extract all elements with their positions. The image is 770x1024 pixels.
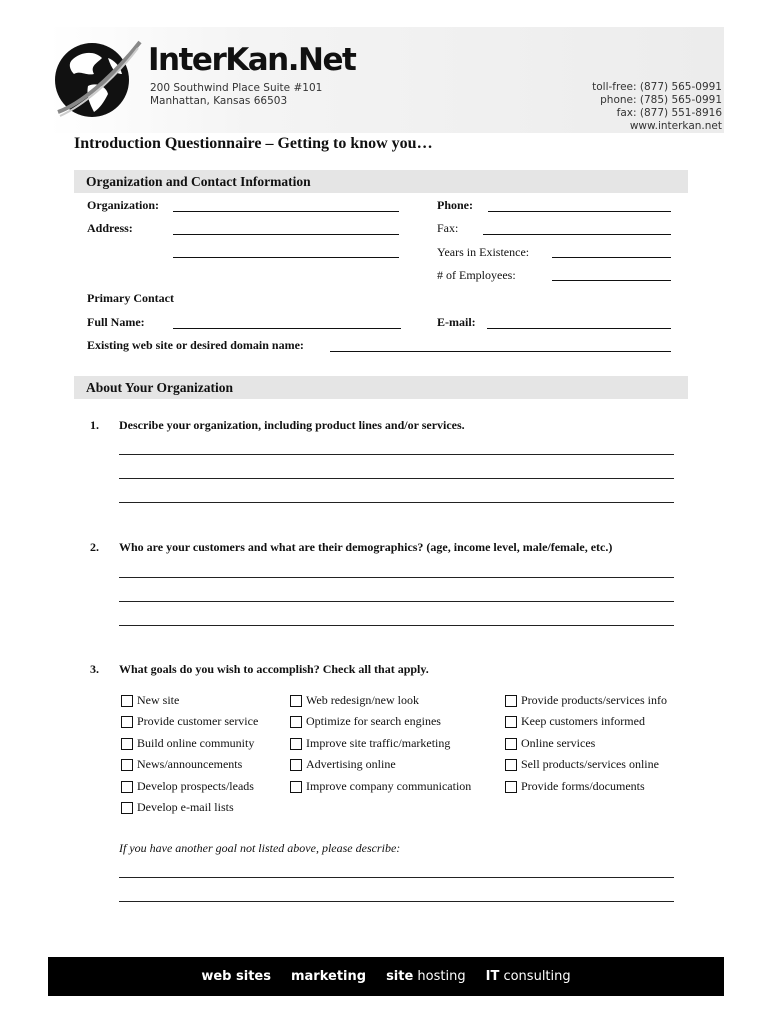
checkbox-icon[interactable] [505, 695, 517, 707]
goal-label: News/announcements [137, 757, 243, 771]
organization-field[interactable] [173, 211, 399, 212]
email-field[interactable] [487, 328, 671, 329]
goal-label: Improve company communication [306, 779, 472, 793]
goal-label: Provide forms/documents [521, 779, 645, 793]
goal-checkbox[interactable] [290, 779, 471, 794]
footer-it-word: IT [485, 969, 500, 984]
fullname-label: Full Name: [87, 315, 145, 329]
goal-checkbox[interactable] [121, 800, 234, 815]
checkbox-icon[interactable] [290, 738, 302, 750]
checkbox-icon[interactable] [290, 759, 302, 771]
goal-checkbox[interactable] [505, 693, 667, 708]
website-field[interactable] [330, 351, 671, 352]
other-goal-line-2[interactable] [119, 901, 674, 902]
goal-checkbox[interactable] [290, 693, 419, 708]
fax-number: fax: (877) 551-8916 [616, 107, 722, 119]
address-field-2[interactable] [173, 257, 399, 258]
goal-checkbox[interactable] [121, 736, 254, 751]
website-label: Existing web site or desired domain name: [87, 338, 304, 352]
other-goal-prompt: If you have another goal not listed above, please describe: [119, 841, 401, 855]
checkbox-icon[interactable] [290, 781, 302, 793]
checkbox-icon[interactable] [121, 716, 133, 728]
goal-checkbox[interactable] [121, 757, 242, 772]
answer-2-line-2[interactable] [119, 601, 674, 602]
footer-band [48, 957, 724, 996]
checkbox-icon[interactable] [505, 716, 517, 728]
section-heading-contact: Organization and Contact Information [86, 174, 311, 189]
goal-label: Improve site traffic/marketing [306, 736, 451, 750]
checkbox-icon[interactable] [290, 695, 302, 707]
brand-name: InterKan.Net [148, 42, 356, 78]
other-goal-line-1[interactable] [119, 877, 674, 878]
goal-checkbox[interactable] [121, 779, 254, 794]
question-2-text: Who are your customers and what are their demographics? (age, income level, male/female, etc.) [119, 540, 613, 554]
question-2-number: 2. [90, 540, 99, 554]
answer-1-line-3[interactable] [119, 502, 674, 503]
checkbox-icon[interactable] [121, 802, 133, 814]
goal-label: New site [137, 693, 180, 707]
goal-checkbox[interactable] [121, 693, 179, 708]
goal-checkbox[interactable] [290, 714, 441, 729]
goal-label: Online services [521, 736, 596, 750]
footer-site-word: site [386, 969, 414, 984]
globe-logo-icon [50, 30, 142, 130]
answer-2-line-3[interactable] [119, 625, 674, 626]
goal-label: Advertising online [306, 757, 396, 771]
goal-label: Develop e-mail lists [137, 800, 234, 814]
section-heading-about: About Your Organization [86, 380, 234, 395]
goal-checkbox[interactable] [505, 757, 659, 772]
address-line-2: Manhattan, Kansas 66503 [150, 95, 288, 107]
footer-marketing: marketing [290, 969, 367, 984]
goal-label: Sell products/services online [521, 757, 659, 771]
question-1-number: 1. [90, 418, 99, 432]
goal-checkbox[interactable] [290, 757, 396, 772]
goal-label: Provide customer service [137, 714, 259, 728]
phone-number: phone: (785) 565-0991 [600, 94, 722, 106]
page-title: Introduction Questionnaire – Getting to know you… [74, 135, 433, 152]
checkbox-icon[interactable] [121, 759, 133, 771]
question-3-number: 3. [90, 662, 99, 676]
footer-site-hosting [386, 969, 466, 984]
footer-consulting-word: consulting [499, 969, 571, 984]
organization-label: Organization: [87, 198, 159, 212]
goal-label: Optimize for search engines [306, 714, 441, 728]
footer-websites: web sites [201, 969, 271, 984]
question-1-text: Describe your organization, including product lines and/or services. [119, 418, 465, 432]
answer-1-line-1[interactable] [119, 454, 674, 455]
checkbox-icon[interactable] [121, 781, 133, 793]
website-url: www.interkan.net [629, 120, 722, 132]
footer-hosting-word: hosting [413, 969, 466, 984]
primary-contact-label: Primary Contact [87, 291, 174, 305]
answer-1-line-2[interactable] [119, 478, 674, 479]
goal-label: Provide products/services info [521, 693, 667, 707]
goal-label: Keep customers informed [521, 714, 645, 728]
fullname-field[interactable] [173, 328, 401, 329]
years-label: Years in Existence: [437, 245, 530, 259]
address-label: Address: [87, 221, 133, 235]
answer-2-line-1[interactable] [119, 577, 674, 578]
footer-it-consulting [486, 969, 571, 984]
fax-field[interactable] [483, 234, 671, 235]
years-field[interactable] [552, 257, 671, 258]
goal-checkbox[interactable] [505, 714, 645, 729]
goal-checkbox[interactable] [121, 714, 258, 729]
employees-label: # of Employees: [437, 268, 516, 282]
phone-field[interactable] [488, 211, 671, 212]
goal-checkbox[interactable] [505, 779, 645, 794]
tollfree-number: toll-free: (877) 565-0991 [592, 81, 722, 93]
address-field-1[interactable] [173, 234, 399, 235]
checkbox-icon[interactable] [505, 759, 517, 771]
checkbox-icon[interactable] [121, 695, 133, 707]
address-line-1: 200 Southwind Place Suite #101 [150, 82, 323, 94]
employees-field[interactable] [552, 280, 671, 281]
email-label: E-mail: [437, 315, 476, 329]
goal-checkbox[interactable] [505, 736, 595, 751]
checkbox-icon[interactable] [505, 738, 517, 750]
fax-label: Fax: [437, 221, 459, 235]
goal-label: Develop prospects/leads [137, 779, 254, 793]
checkbox-icon[interactable] [290, 716, 302, 728]
checkbox-icon[interactable] [121, 738, 133, 750]
checkbox-icon[interactable] [505, 781, 517, 793]
phone-label: Phone: [437, 198, 473, 212]
goal-checkbox[interactable] [290, 736, 450, 751]
goal-label: Build online community [137, 736, 255, 750]
question-3-text: What goals do you wish to accomplish? Check all that apply. [119, 662, 429, 676]
goal-label: Web redesign/new look [306, 693, 420, 707]
